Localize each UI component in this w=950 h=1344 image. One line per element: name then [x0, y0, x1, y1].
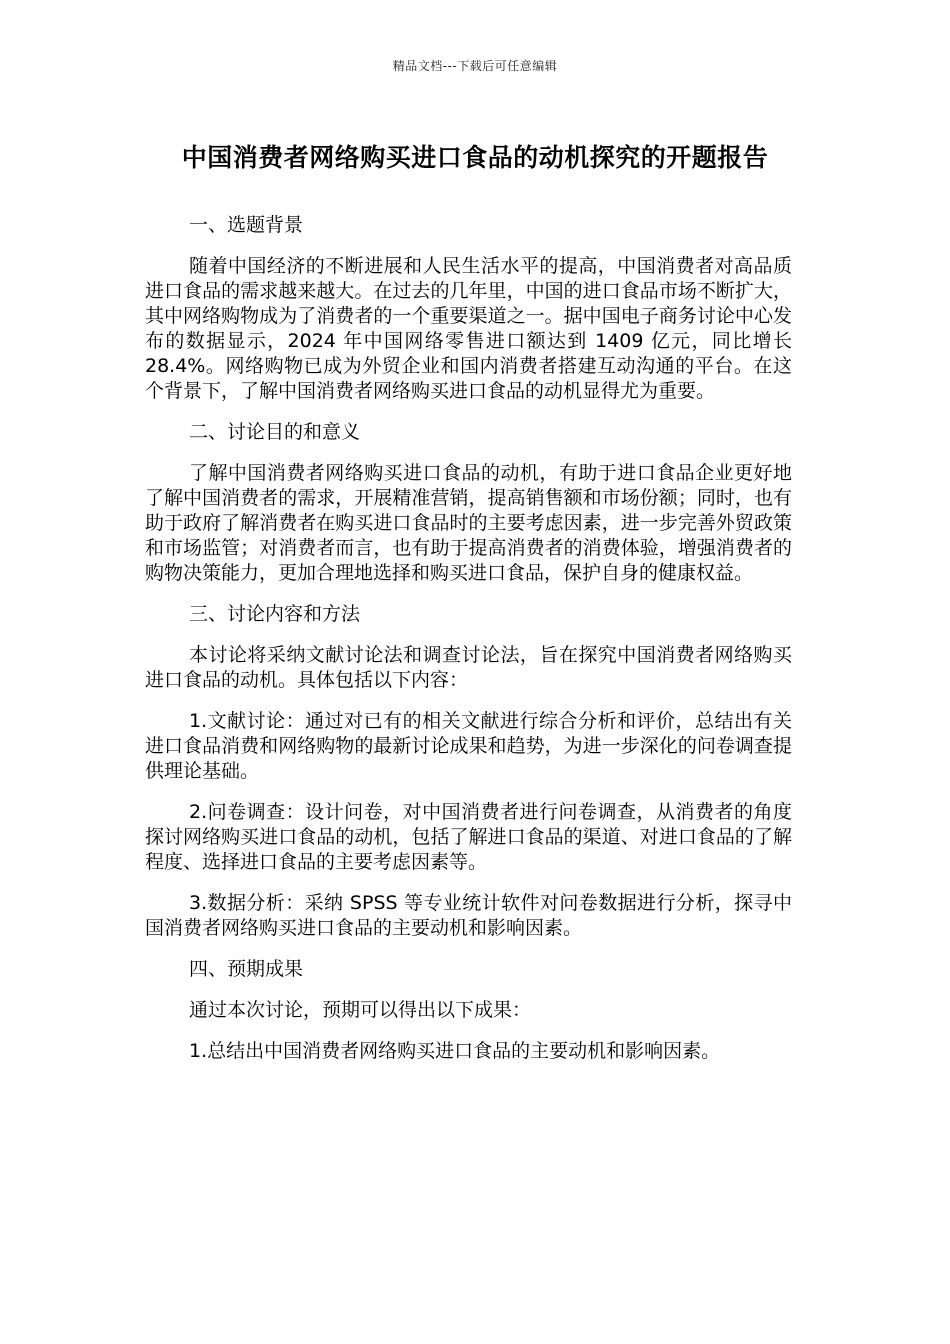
paragraph-purpose: 了解中国消费者网络购买进口食品的动机，有助于进口食品企业更好地了解中国消费者的需求，开展精准营销，提高销售额和市场份额；同时，也有助于政府了解消费者在购买进口食品时的主要考虑因素，进一步完善外贸政策和市场监管；对消费者而言，也有助于提高消费者的消费体验，增强消费者的购物决策能力，更加合理地选择和购买进口食品，保护自身的健康权益。 [145, 462, 792, 584]
paragraph-outcomes-item-1: 1.总结出中国消费者网络购买进口食品的主要动机和影响因素。 [189, 1040, 721, 1062]
document-body [145, 213, 792, 1080]
paragraph-methods-intro: 本讨论将采纳文献讨论法和调查讨论法，旨在探究中国消费者网络购买进口食品的动机。具体包括以下内容： [145, 644, 792, 691]
paragraph-background: 随着中国经济的不断进展和人民生活水平的提高，中国消费者对高品质进口食品的需求越来越大。在过去的几年里，中国的进口食品市场不断扩大，其中网络购物成为了消费者的一个重要渠道之一。据中国电子商务讨论中心发布的数据显示，2024 年中国网络零售进口额达到 1409 亿元，同比增长 28.4%。网络购物已成为外贸企业和国内消费者搭建互动沟通的平台。在这个背景下，了解中国消费者网络购买进口食品的动机显得尤为重要。 [145, 255, 792, 402]
section-heading-purpose: 二、讨论目的和意义 [189, 421, 361, 443]
paragraph-methods-analysis: 3.数据分析：采纳 SPSS 等专业统计软件对问卷数据进行分析，探寻中国消费者网络购买进口食品的主要动机和影响因素。 [145, 892, 792, 939]
paragraph-methods-literature: 1.文献讨论：通过对已有的相关文献进行综合分析和评价，总结出有关进口食品消费和网络购物的最新讨论成果和趋势，为进一步深化的问卷调查提供理论基础。 [145, 710, 792, 782]
page-header-note: 精品文档---下载后可任意编辑 [392, 59, 558, 73]
section-heading-methods: 三、讨论内容和方法 [189, 603, 361, 625]
paragraph-outcomes-intro: 通过本次讨论，预期可以得出以下成果： [189, 999, 532, 1021]
section-heading-background: 一、选题背景 [189, 214, 304, 236]
paragraph-methods-survey: 2.问卷调查：设计问卷，对中国消费者进行问卷调查，从消费者的角度探讨网络购买进口食品的动机，包括了解进口食品的渠道、对进口食品的了解程度、选择进口食品的主要考虑因素等。 [145, 801, 792, 873]
document-title: 中国消费者网络购买进口食品的动机探究的开题报告 [181, 143, 769, 172]
section-heading-outcomes: 四、预期成果 [189, 958, 304, 980]
